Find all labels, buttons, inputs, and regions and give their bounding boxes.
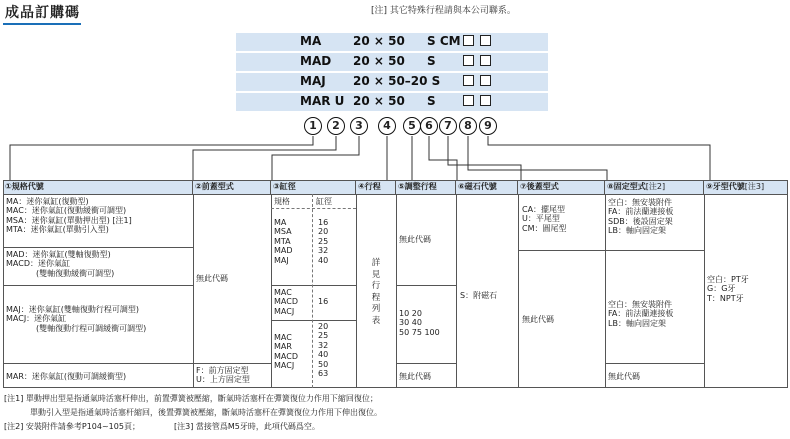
mount-group-2: 空白：無安裝附件 FA：前法蘭連接板 LB：軸向固定架 — [608, 300, 674, 328]
col-header-front-cover: ②前蓋型式 — [193, 180, 271, 194]
bore-g3-specs: MAC MAR MACD MACJ — [274, 333, 298, 371]
col-header-mount: ⑧固定型式[注2] — [605, 180, 704, 194]
leader-lines — [0, 0, 790, 200]
adjust-none-bottom: 無此代碼 — [399, 372, 431, 381]
spec-group-3: MAJ：迷你氣缸(雙軸復動行程可調型) MACJ：迷你氣缸 (雙軸復動行程可調緩衝可調型) — [6, 305, 147, 333]
footnote-1: [注1] 單動押出型是指通氣時活塞杆伸出，前置彈簧被壓縮，斷氣時活塞杆在彈簧復位力作用下縮回復位； — [4, 394, 378, 403]
front-cover-options: F：前方固定型 U：上方固定型 — [196, 366, 250, 385]
bore-g2-specs: MAC MACD MACJ — [274, 288, 298, 316]
front-cover-none: 無此代碼 — [196, 274, 228, 283]
bore-g1-specs: MA MSA MTA MAD MAJ — [274, 218, 293, 265]
spec-group-2: MAD：迷你氣缸(雙軸復動型) MACD：迷你氣缸 (雙軸復動緩衝可調型) — [6, 250, 115, 278]
bore-g1-sizes: 16 20 25 32 40 — [318, 218, 329, 265]
col-header-bore: ③缸徑 — [271, 180, 356, 194]
bore-g3-sizes: 20 25 32 40 50 63 — [318, 322, 329, 379]
magnet-option: S：附磁石 — [460, 291, 498, 300]
rear-cover-options: CA：擺尾型 U：平尾型 CM：圓尾型 — [522, 205, 567, 233]
bore-header-spec: 規格 — [274, 197, 290, 206]
position-marker-4: 4 — [378, 117, 396, 135]
stroke-note: 詳見行程列表 — [371, 258, 381, 326]
page-title: 成品訂購碼 — [5, 5, 80, 21]
col-header-adjust: ⑤調整行程 — [396, 180, 456, 194]
position-marker-6: 6 — [420, 117, 438, 135]
col-header-spec: ①規格代號 — [3, 180, 193, 194]
position-marker-9: 9 — [479, 117, 497, 135]
col-header-thread: ⑨牙型代號[注3] — [704, 180, 788, 194]
rear-cover-none: 無此代碼 — [522, 315, 554, 324]
bore-header-bore: 缸徑 — [316, 197, 332, 206]
position-marker-3: 3 — [350, 117, 368, 135]
adjust-values: 10 20 30 40 50 75 100 — [399, 309, 440, 337]
adjust-none-top: 無此代碼 — [399, 235, 431, 244]
position-marker-7: 7 — [439, 117, 457, 135]
position-marker-5: 5 — [403, 117, 421, 135]
position-marker-8: 8 — [459, 117, 477, 135]
footnote-2: [注2] 安裝附件請參考P104~105頁； — [4, 422, 140, 431]
spec-group-4: MAR：迷你氣缸(復動可調緩衝型) — [6, 372, 127, 381]
top-note: [注] 其它特殊行程請與本公司聯系。 — [371, 6, 516, 16]
footnote-3: [注3] 當接管爲M5牙時，此項代碼爲空。 — [174, 422, 320, 431]
col-header-magnet: ⑥磁石代號 — [456, 180, 518, 194]
position-marker-2: 2 — [327, 117, 345, 135]
mount-none: 無此代碼 — [608, 372, 640, 381]
thread-options: 空白：PT牙 G：G牙 T：NPT牙 — [707, 275, 749, 303]
footnote-1-cont: 單動引入型是指通氣時活塞杆縮回，後置彈簧被壓縮，斷氣時活塞杆在彈簧復位力作用下伸出復位。 — [30, 408, 382, 417]
position-marker-1: 1 — [304, 117, 322, 135]
spec-group-1: MA：迷你氣缸(復動型) MAC：迷你氣缸(復動緩衝可調型) MSA：迷你氣缸(單動押出型) [注1] MTA：迷你氣缸(單動引入型) — [6, 197, 132, 235]
mount-group-1: 空白：無安裝附件 FA：前法蘭連接板 SDB：後設固定架 LB：軸向固定架 — [608, 198, 674, 236]
col-header-rear-cover: ⑦後蓋型式 — [518, 180, 605, 194]
col-header-stroke: ④行程 — [356, 180, 396, 194]
bore-g2-sizes: 16 — [318, 297, 329, 306]
